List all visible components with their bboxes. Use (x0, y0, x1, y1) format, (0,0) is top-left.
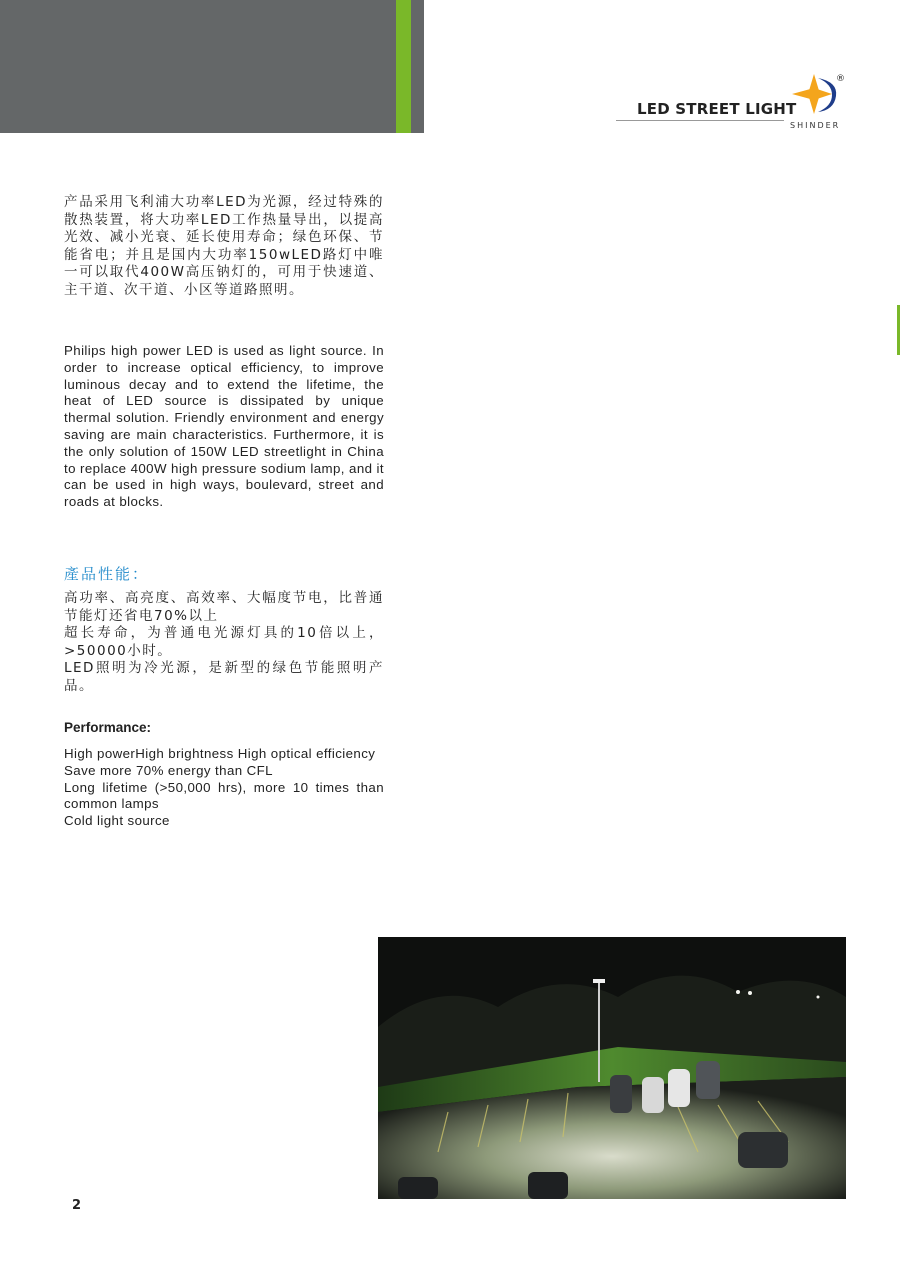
intro-chinese (64, 194, 384, 299)
performance-en-section (64, 720, 384, 830)
performance-zh-line: LED照明为冷光源，是新型的绿色节能照明产品。 (64, 660, 384, 694)
header-gray-strip (411, 0, 424, 133)
performance-zh-section (64, 563, 384, 695)
performance-zh-line: 超长寿命，为普通电光源灯具的10倍以上，>50000小时。 (64, 625, 384, 659)
registered-mark: ® (836, 74, 845, 84)
page-number: 2 (72, 1198, 82, 1213)
intro-english (64, 343, 384, 511)
performance-en-line: Save more 70% energy than CFL (64, 762, 273, 778)
performance-en-line: Long lifetime (>50,000 hrs), more 10 times than common lamps (64, 779, 384, 812)
street-light-night-photo (378, 937, 846, 1199)
intro-en-text: Philips high power LED is used as light source. In order to increase optical efficiency, to improve luminous decay and to extend the lifetime, the heat of LED source is dissipated by unique thermal solution. Friendly environment and energy saving are main characteristics. Furthermore, it is the only solution of 150W LED streetlight in China to replace 400W high pressure sodium lamp, and it can be used in high ways, boulevard, street and roads at blocks. (64, 343, 384, 510)
performance-en-heading: Performance: (64, 720, 152, 735)
header-green-bar (396, 0, 411, 133)
shinder-logo-icon (788, 72, 844, 116)
intro-zh-text: 产品采用飞利浦大功率LED为光源，经过特殊的散热装置，将大功率LED工作热量导出，以提高光效、减小光衰、延长使用寿命；绿色环保、节能省电；并且是国内大功率150wLED路灯中唯一可以取代400W高压钠灯的，可用于快速道、主干道、次干道、小区等道路照明。 (64, 194, 384, 298)
performance-en-line: High powerHigh brightness High optical efficiency (64, 746, 376, 761)
header-underline (616, 120, 784, 121)
performance-zh-line: 高功率、高亮度、高效率、大幅度节电，比普通节能灯还省电70%以上 (64, 590, 384, 624)
header-gray-block (0, 0, 396, 133)
performance-en-line: Cold light source (64, 813, 170, 829)
performance-zh-heading: 產品性能： (64, 565, 150, 583)
header-title: LED STREET LIGHT (637, 100, 797, 118)
brand-name: SHINDER (790, 121, 841, 130)
